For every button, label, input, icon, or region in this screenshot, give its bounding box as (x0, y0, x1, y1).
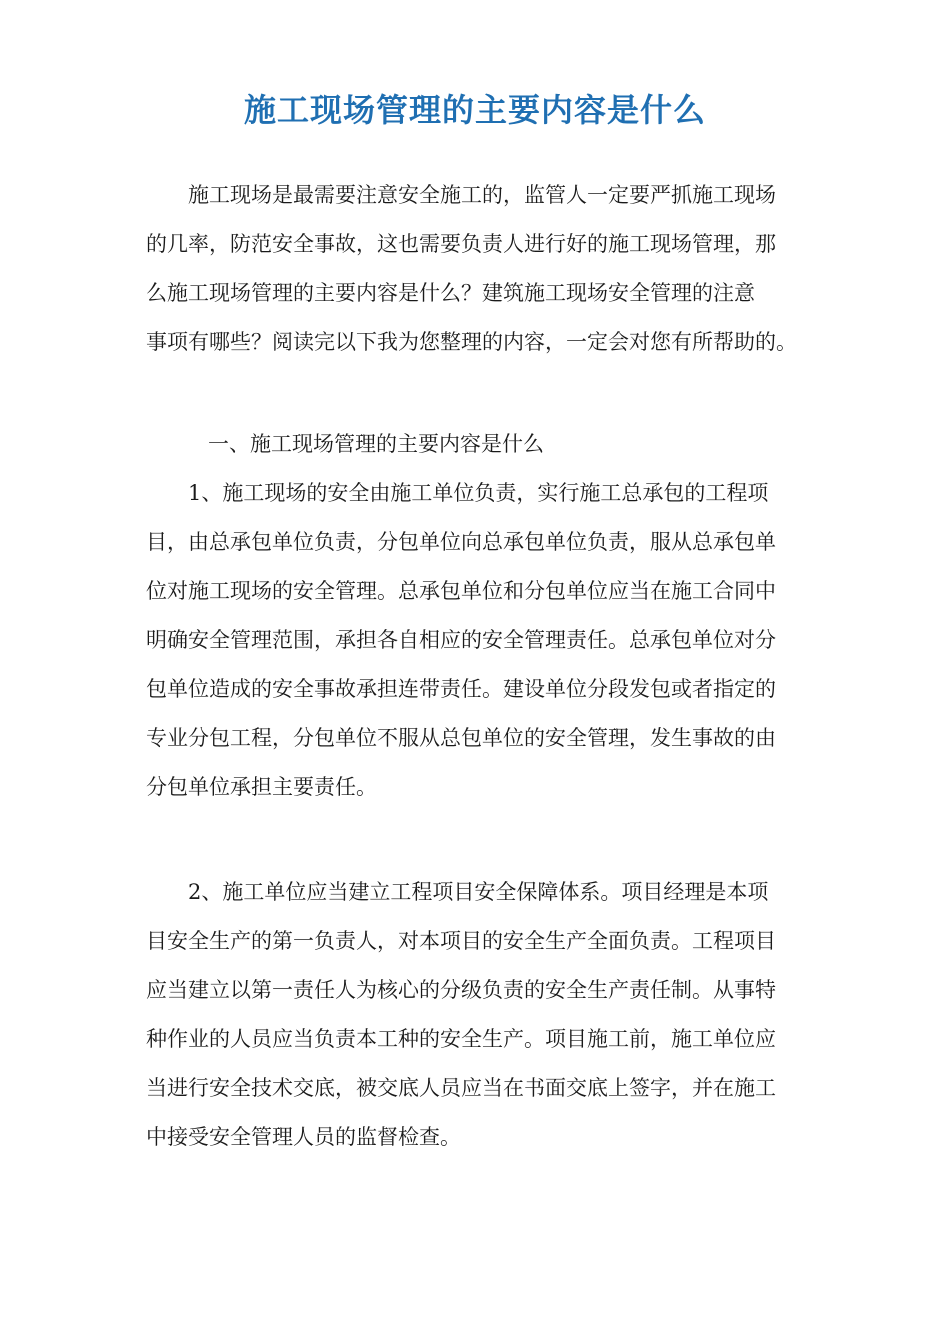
intro-line: 施工现场是最需要注意安全施工的，监管人一定要严抓施工现场 (188, 183, 776, 207)
item-1-line: 专业分包工程，分包单位不服从总包单位的安全管理，发生事故的由 (146, 726, 776, 750)
document-title: 施工现场管理的主要内容是什么 (243, 91, 706, 129)
item-1-line: 明确安全管理范围，承担各自相应的安全管理责任。总承包单位对分 (146, 628, 776, 652)
section-heading-text: 一、施工现场管理的主要内容是什么 (208, 432, 544, 456)
item-1-paragraph (146, 469, 818, 812)
item-1-line: 1、施工现场的安全由施工单位负责，实行施工总承包的工程项 (188, 481, 769, 505)
item-2-line: 中接受安全管理人员的监督检查。 (146, 1125, 461, 1149)
item-1-line: 目，由总承包单位负责，分包单位向总承包单位负责，服从总承包单 (146, 530, 776, 554)
item-2-line: 目安全生产的第一负责人，对本项目的安全生产全面负责。工程项目 (146, 929, 776, 953)
item-2-paragraph (146, 868, 818, 1162)
item-1-line: 包单位造成的安全事故承担连带责任。建设单位分段发包或者指定的 (146, 677, 776, 701)
intro-paragraph (146, 171, 818, 367)
section-heading (146, 420, 818, 469)
intro-line: 么施工现场管理的主要内容是什么？建筑施工现场安全管理的注意 (146, 281, 755, 305)
item-1-line: 位对施工现场的安全管理。总承包单位和分包单位应当在施工合同中 (146, 579, 776, 603)
item-2-line: 2、施工单位应当建立工程项目安全保障体系。项目经理是本项 (188, 880, 769, 904)
intro-line: 的几率，防范安全事故，这也需要负责人进行好的施工现场管理，那 (146, 232, 776, 256)
item-2-line: 应当建立以第一责任人为核心的分级负责的安全生产责任制。从事特 (146, 978, 776, 1002)
item-2-line: 种作业的人员应当负责本工种的安全生产。项目施工前，施工单位应 (146, 1027, 776, 1051)
item-2-line: 当进行安全技术交底，被交底人员应当在书面交底上签字，并在施工 (146, 1076, 776, 1100)
item-1-line: 分包单位承担主要责任。 (146, 775, 377, 799)
intro-line: 事项有哪些？阅读完以下我为您整理的内容，一定会对您有所帮助的。 (146, 330, 797, 354)
